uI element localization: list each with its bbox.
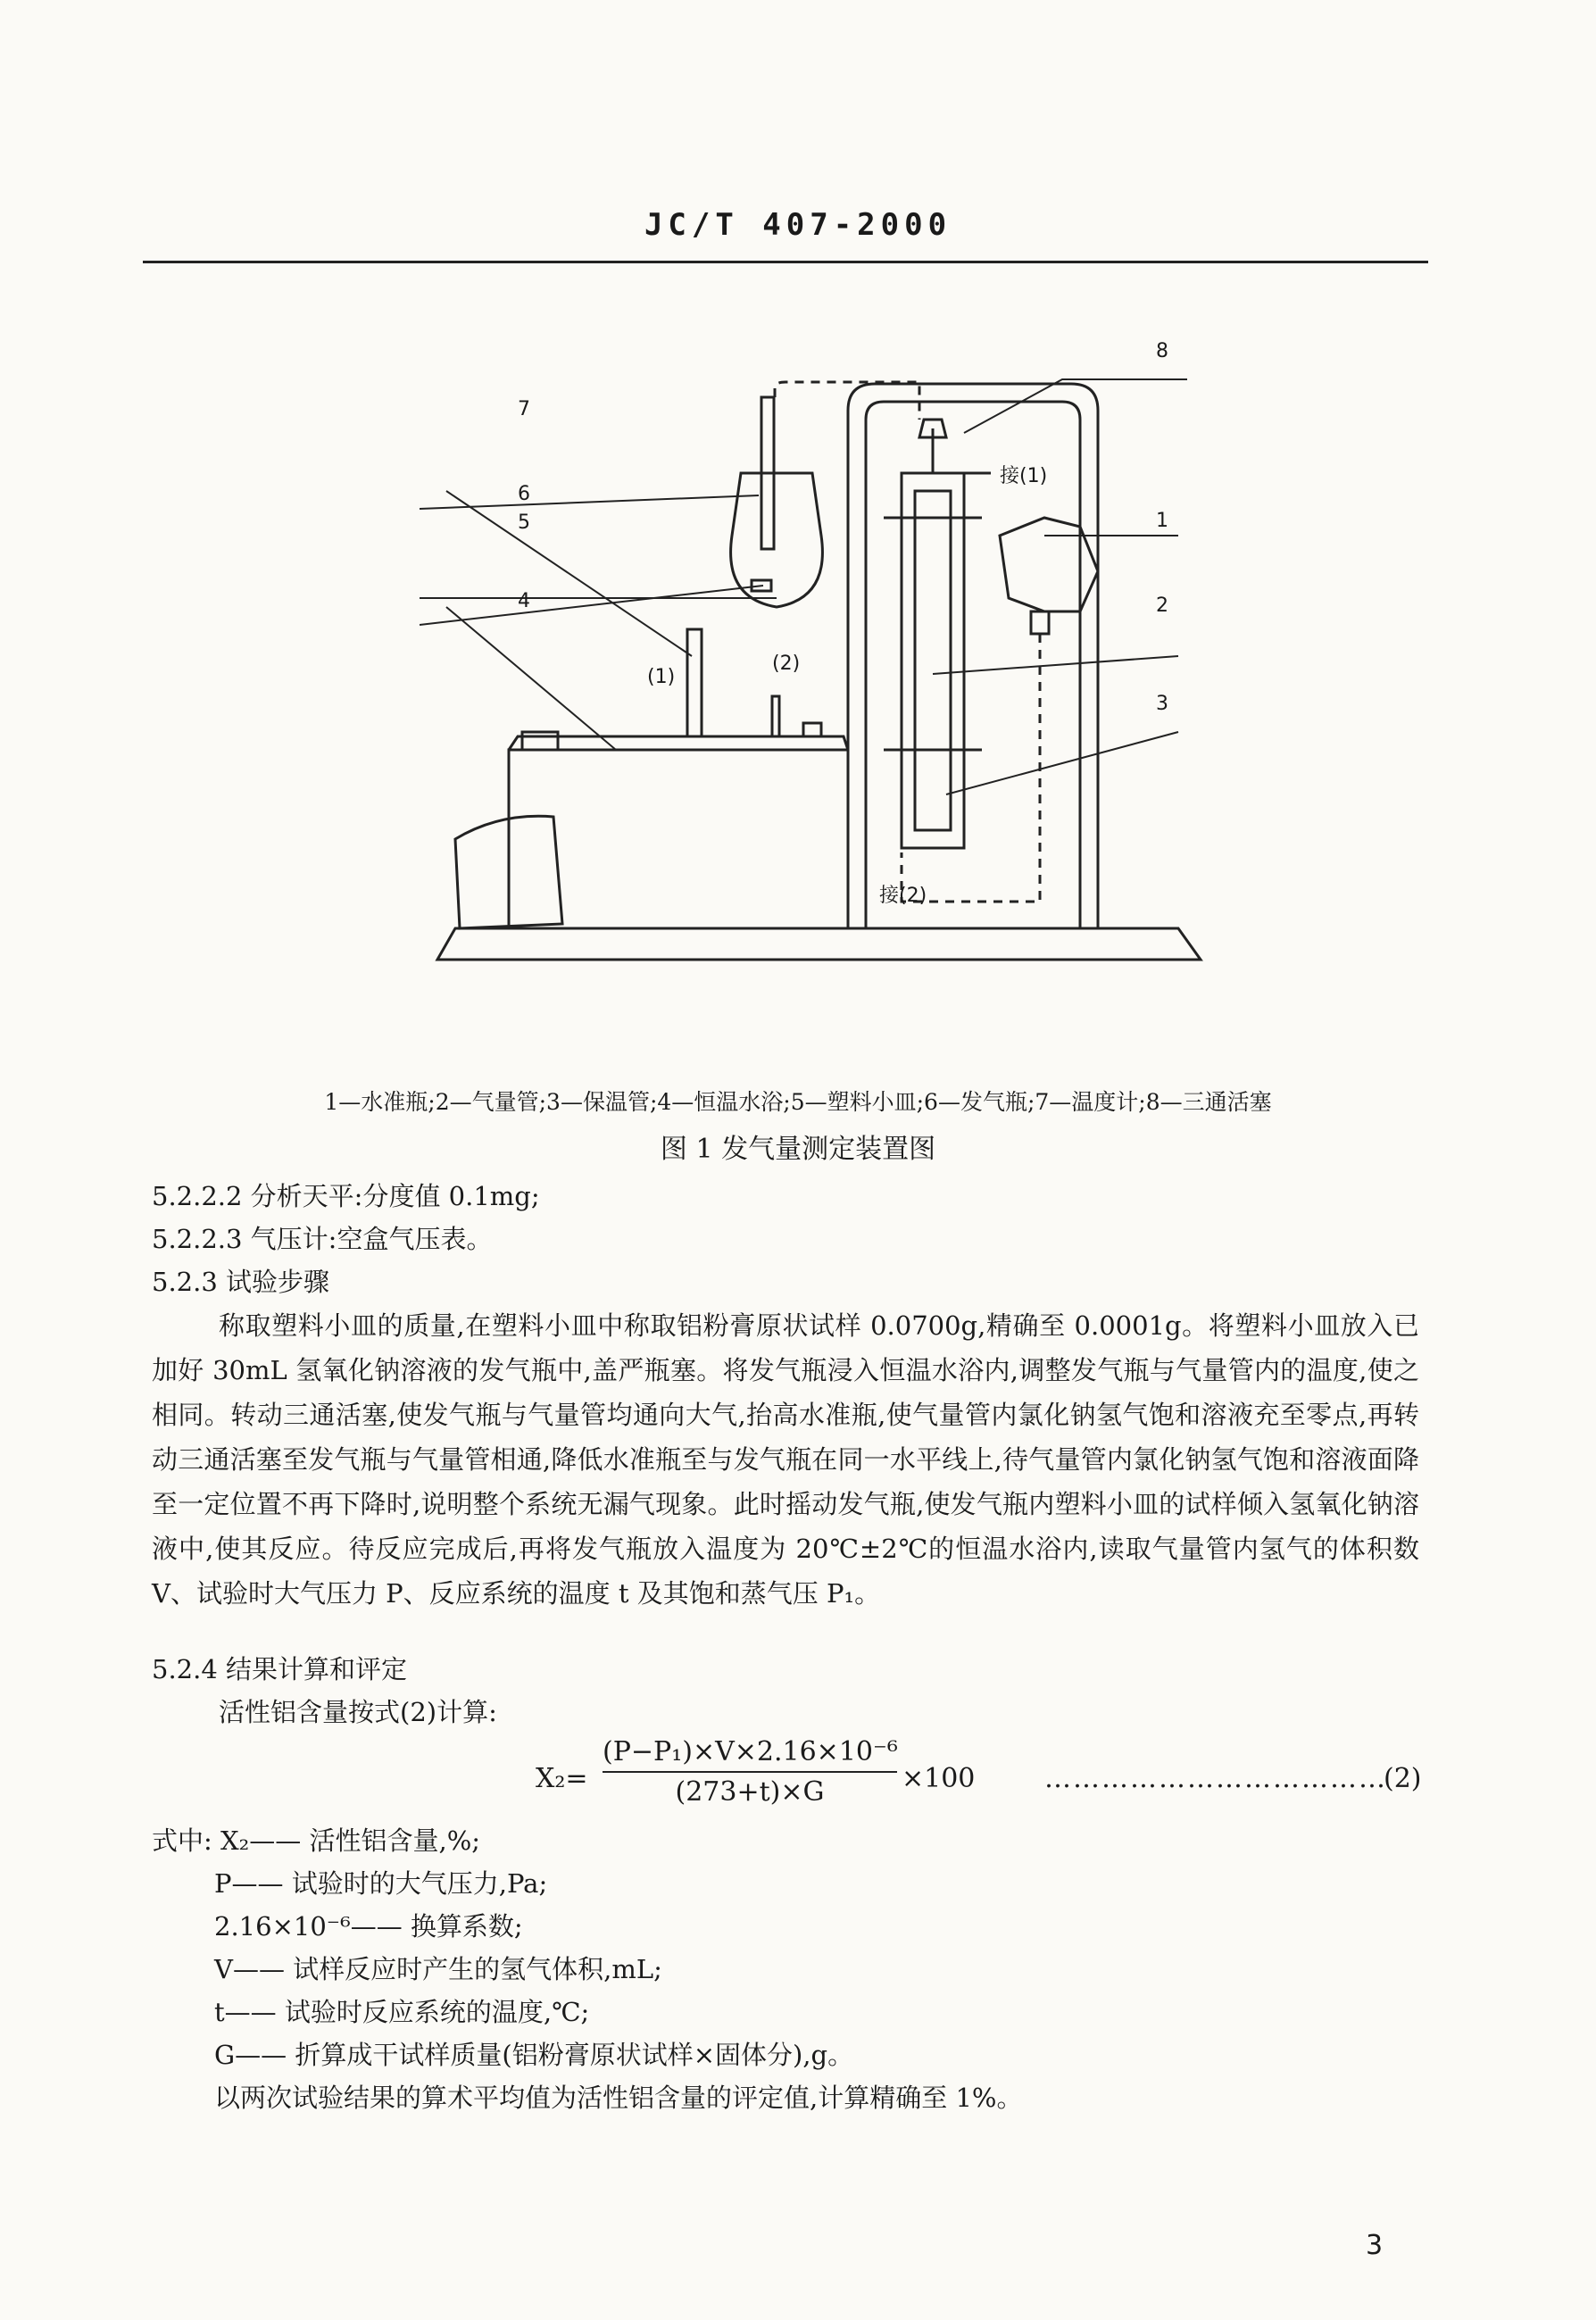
section-5-2-3-body: 称取塑料小皿的质量,在塑料小皿中称取铝粉膏原状试样 0.0700g,精确至 0.0001g。将塑料小皿放入已加好 30mL 氢氧化钠溶液的发气瓶中,盖严瓶塞。将发气瓶浸入恒温水浴内,调整发气瓶与气量管内的温度,使之相同。转动三通活塞,使发气瓶与气量管均通向大气,抬高水准瓶,使气量管内氯化钠氢气饱和溶液充至零点,再转动三通活塞至发气瓶与气量管相通,降低水准瓶至与发气瓶在同一水平线上,待气量管内氯化钠氢气饱和溶液面降至一定位置不再下降时,说明整个系统无漏气现象。此时摇动发气瓶,使发气瓶内塑料小皿的试样倾入氢氧化钠溶液中,使其反应。待反应完成后,再将发气瓶放入温度为 20℃±2℃的恒温水浴内,读取气量管内氢气的体积数 V、试验时大气压力 P、反应系统的温度 t 及其饱和蒸气压 P₁。: [152, 1310, 1419, 1609]
where-p: P—— 试验时的大气压力,Pa;: [214, 1868, 548, 1899]
port-1-label: 接(1): [1000, 465, 1048, 487]
figure-caption: 图 1 发气量测定装置图: [660, 1134, 936, 1165]
section-5-2-3-heading: 5.2.3 试验步骤: [152, 1267, 330, 1297]
section-5-2-4-heading: 5.2.4 结果计算和评定: [152, 1654, 408, 1684]
port-2-label: 接(2): [879, 885, 927, 907]
base-plate: [437, 928, 1201, 960]
section-5-2-2-2: 5.2.2.2 分析天平:分度值 0.1mg;: [152, 1181, 540, 1211]
formula-lhs: X₂=: [536, 1763, 588, 1794]
formula-denominator: (273+t)×G: [675, 1776, 825, 1808]
callout-7: 7: [518, 398, 530, 420]
leveling-bottle: [1000, 518, 1098, 611]
page-number: 3: [1366, 2230, 1384, 2261]
formula-intro: 活性铝含量按式(2)计算:: [219, 1697, 497, 1727]
formula-number: (2): [1384, 1763, 1422, 1794]
formula-factor: ×100: [902, 1763, 976, 1794]
thermometer-1: [687, 629, 702, 736]
callout-4: 4: [518, 590, 530, 612]
formula-numerator: (P−P₁)×V×2.16×10⁻⁶: [603, 1736, 897, 1773]
header-rule: [143, 261, 1428, 263]
callout-2: 2: [1156, 595, 1168, 617]
where-coefficient: 2.16×10⁻⁶—— 换算系数;: [214, 1911, 523, 1942]
callout-1: 1: [1156, 510, 1168, 532]
stand-2-label: (2): [772, 653, 801, 675]
callout-6: 6: [518, 483, 530, 505]
formula-leader-dots: ………………………………: [1044, 1763, 1387, 1794]
apparatus-diagram: [420, 304, 1223, 1000]
burette-frame: [848, 384, 1098, 928]
where-g: G—— 折算成干试样质量(铝粉膏原状试样×固体分),g。: [214, 2040, 854, 2070]
where-x2: 式中: X₂—— 活性铝含量,%;: [152, 1825, 481, 1856]
where-t: t—— 试验时反应系统的温度,℃;: [214, 1997, 590, 2027]
conclusion: 以两次试验结果的算术平均值为活性铝含量的评定值,计算精确至 1%。: [214, 2083, 1023, 2113]
callout-8: 8: [1156, 340, 1168, 362]
callout-5: 5: [518, 511, 530, 534]
stand-1-label: (1): [647, 666, 676, 688]
figure-legend: 1—水准瓶;2—气量管;3—保温管;4—恒温水浴;5—塑料小皿;6—发气瓶;7—温度计;8—三通活塞: [324, 1089, 1272, 1115]
formula-fraction: [603, 1736, 897, 1808]
where-v: V—— 试样反应时产生的氢气体积,mL;: [214, 1954, 662, 1984]
section-5-2-2-3: 5.2.2.3 气压计:空盒气压表。: [152, 1224, 493, 1254]
callout-3: 3: [1156, 693, 1168, 715]
formula-2: [536, 1736, 1428, 1825]
standard-header: JC/T 407-2000: [644, 207, 952, 243]
